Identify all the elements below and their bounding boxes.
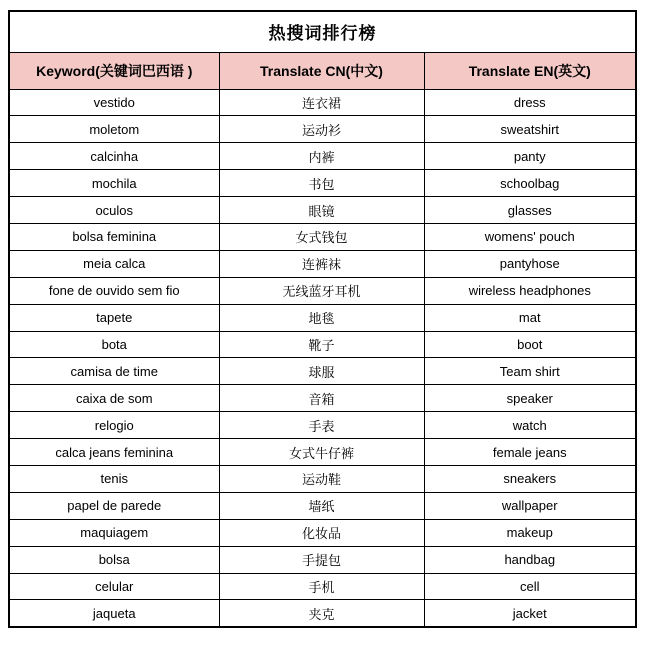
column-header-keyword: Keyword(关键词巴西语 ) xyxy=(9,52,219,89)
cell-translate-cn: 运动衫 xyxy=(219,116,424,143)
cell-keyword: caixa de som xyxy=(9,385,219,412)
cell-translate-en: makeup xyxy=(424,519,636,546)
cell-translate-en: womens' pouch xyxy=(424,223,636,250)
hot-search-table xyxy=(8,10,637,628)
table-title-row xyxy=(9,11,636,52)
cell-keyword: mochila xyxy=(9,170,219,197)
cell-translate-en: glasses xyxy=(424,197,636,224)
table-row xyxy=(9,600,636,627)
cell-translate-cn: 手表 xyxy=(219,412,424,439)
cell-translate-en: cell xyxy=(424,573,636,600)
hot-search-table-container xyxy=(8,10,635,628)
cell-translate-cn: 眼镜 xyxy=(219,197,424,224)
table-row xyxy=(9,89,636,116)
cell-translate-en: sneakers xyxy=(424,465,636,492)
cell-translate-cn: 无线蓝牙耳机 xyxy=(219,277,424,304)
cell-translate-cn: 手提包 xyxy=(219,546,424,573)
cell-translate-cn: 连裤袜 xyxy=(219,250,424,277)
cell-translate-cn: 书包 xyxy=(219,170,424,197)
cell-keyword: bolsa feminina xyxy=(9,223,219,250)
table-row xyxy=(9,170,636,197)
table-row xyxy=(9,223,636,250)
table-row xyxy=(9,116,636,143)
cell-keyword: oculos xyxy=(9,197,219,224)
cell-keyword: tenis xyxy=(9,465,219,492)
cell-translate-en: sweatshirt xyxy=(424,116,636,143)
cell-translate-en: panty xyxy=(424,143,636,170)
table-row xyxy=(9,412,636,439)
cell-translate-cn: 手机 xyxy=(219,573,424,600)
cell-translate-en: watch xyxy=(424,412,636,439)
cell-keyword: camisa de time xyxy=(9,358,219,385)
cell-keyword: bolsa xyxy=(9,546,219,573)
table-row xyxy=(9,331,636,358)
cell-keyword: papel de parede xyxy=(9,492,219,519)
cell-translate-cn: 女式牛仔裤 xyxy=(219,439,424,466)
cell-keyword: bota xyxy=(9,331,219,358)
cell-translate-en: jacket xyxy=(424,600,636,627)
table-title: 热搜词排行榜 xyxy=(9,11,636,52)
cell-translate-en: speaker xyxy=(424,385,636,412)
cell-translate-en: schoolbag xyxy=(424,170,636,197)
table-row xyxy=(9,465,636,492)
column-header-translate-en: Translate EN(英文) xyxy=(424,52,636,89)
cell-translate-en: dress xyxy=(424,89,636,116)
cell-translate-cn: 内裤 xyxy=(219,143,424,170)
table-header-row xyxy=(9,52,636,89)
cell-keyword: jaqueta xyxy=(9,600,219,627)
table-row xyxy=(9,277,636,304)
cell-translate-cn: 球服 xyxy=(219,358,424,385)
cell-translate-en: female jeans xyxy=(424,439,636,466)
cell-translate-en: boot xyxy=(424,331,636,358)
table-body xyxy=(9,89,636,627)
cell-translate-cn: 夹克 xyxy=(219,600,424,627)
table-row xyxy=(9,546,636,573)
cell-keyword: fone de ouvido sem fio xyxy=(9,277,219,304)
cell-translate-en: pantyhose xyxy=(424,250,636,277)
cell-translate-cn: 靴子 xyxy=(219,331,424,358)
cell-translate-cn: 运动鞋 xyxy=(219,465,424,492)
table-row xyxy=(9,250,636,277)
table-row xyxy=(9,385,636,412)
cell-keyword: relogio xyxy=(9,412,219,439)
table-row xyxy=(9,519,636,546)
table-row xyxy=(9,197,636,224)
cell-translate-cn: 墙纸 xyxy=(219,492,424,519)
cell-keyword: celular xyxy=(9,573,219,600)
cell-keyword: moletom xyxy=(9,116,219,143)
cell-translate-en: handbag xyxy=(424,546,636,573)
table-row xyxy=(9,573,636,600)
cell-translate-en: wireless headphones xyxy=(424,277,636,304)
cell-keyword: vestido xyxy=(9,89,219,116)
cell-translate-cn: 女式钱包 xyxy=(219,223,424,250)
cell-translate-cn: 化妆品 xyxy=(219,519,424,546)
cell-translate-cn: 连衣裙 xyxy=(219,89,424,116)
cell-translate-en: mat xyxy=(424,304,636,331)
column-header-translate-cn: Translate CN(中文) xyxy=(219,52,424,89)
cell-keyword: meia calca xyxy=(9,250,219,277)
table-row xyxy=(9,304,636,331)
table-row xyxy=(9,492,636,519)
cell-keyword: tapete xyxy=(9,304,219,331)
cell-translate-cn: 音箱 xyxy=(219,385,424,412)
cell-translate-en: Team shirt xyxy=(424,358,636,385)
table-row xyxy=(9,143,636,170)
cell-keyword: calcinha xyxy=(9,143,219,170)
table-row xyxy=(9,439,636,466)
table-row xyxy=(9,358,636,385)
cell-translate-cn: 地毯 xyxy=(219,304,424,331)
cell-keyword: maquiagem xyxy=(9,519,219,546)
cell-keyword: calca jeans feminina xyxy=(9,439,219,466)
cell-translate-en: wallpaper xyxy=(424,492,636,519)
